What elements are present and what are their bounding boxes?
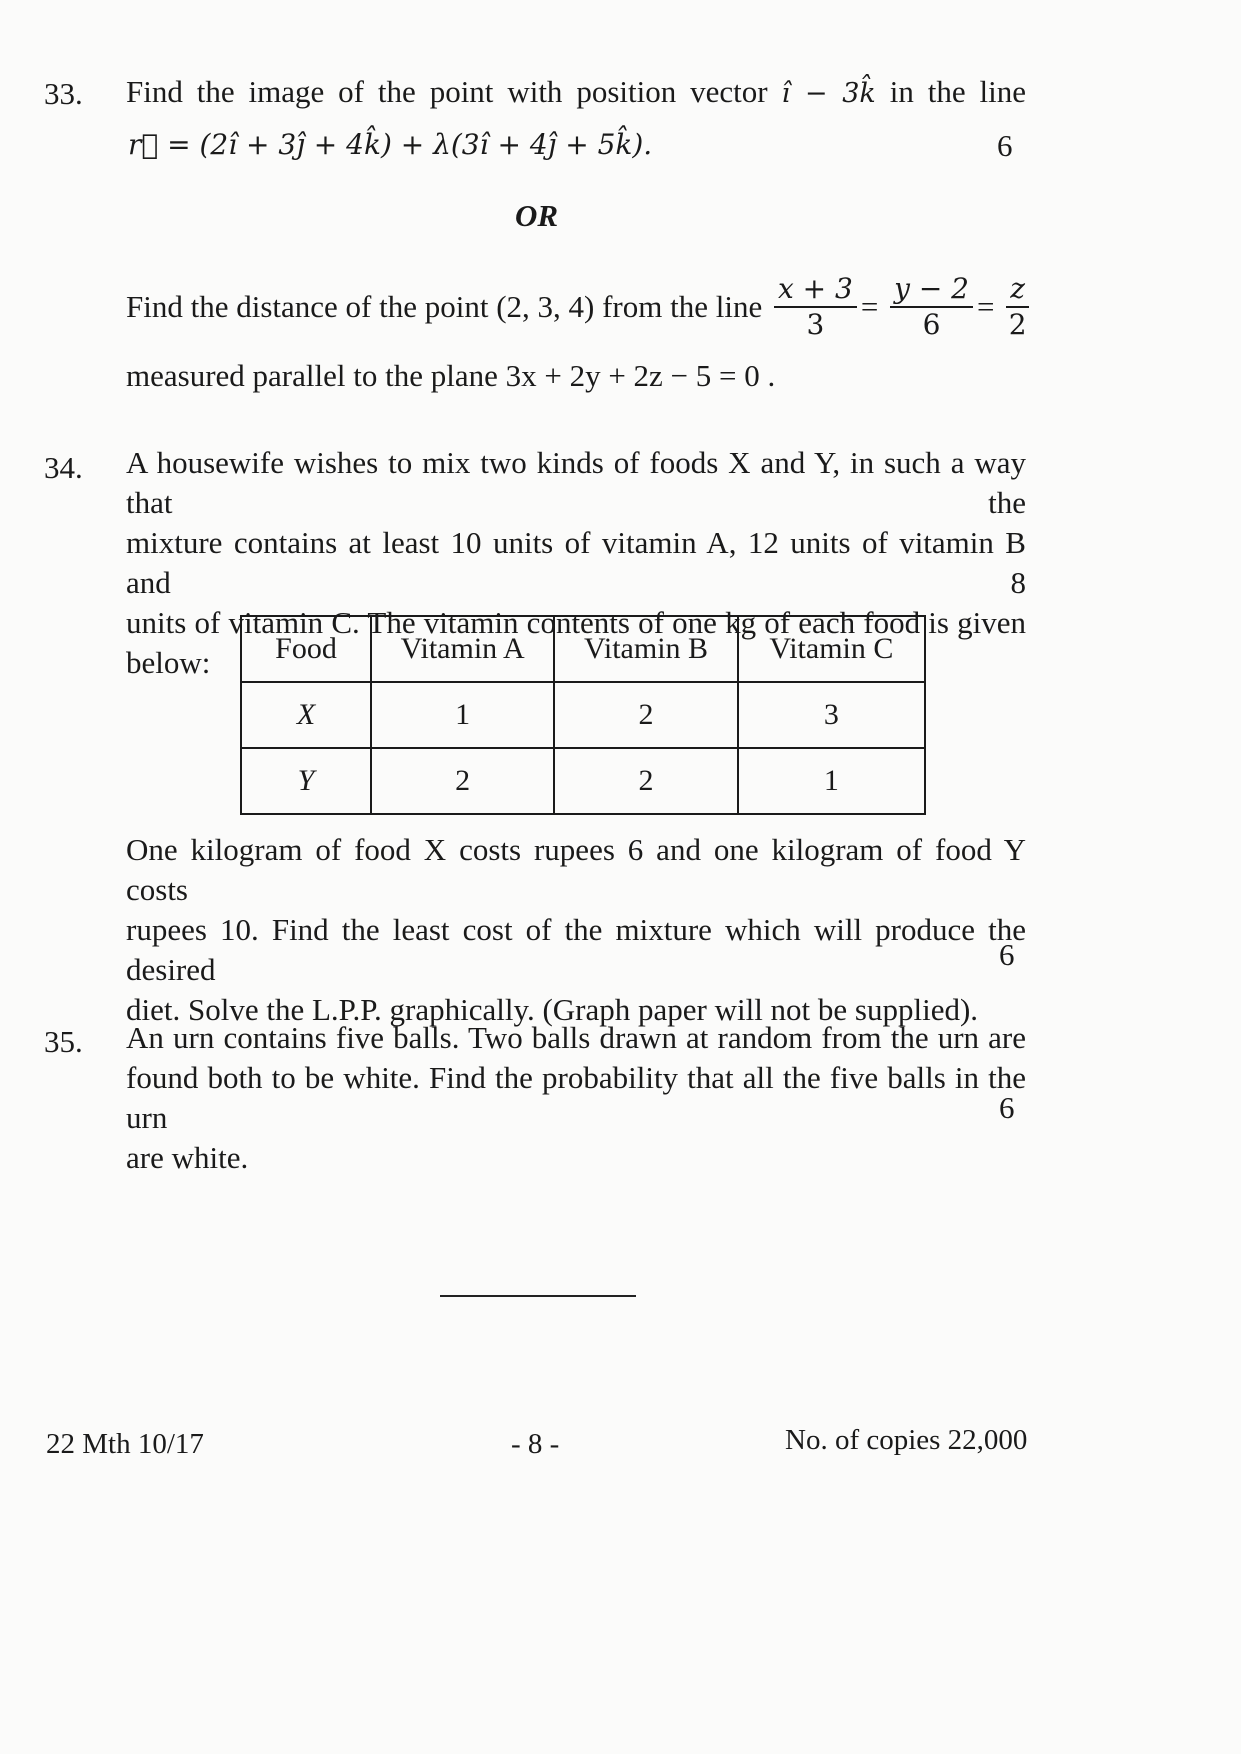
q34-intro-line: units of vitamin C. The vitamin contents of one kg of each food is given [126,605,1026,640]
q34-marks: 6 [999,937,1015,972]
table-header-cell: Food [241,616,371,682]
frac2-denominator: 6 [922,308,941,341]
q33-line1-text: Find the image of the point with position vector [126,74,768,109]
q34-outro-line: One kilogram of food X costs rupees 6 and one kilogram of food Y costs [126,832,1026,907]
frac3-denominator: 2 [1008,308,1027,341]
paper-code: 22 Mth 10/17 [46,1428,204,1460]
table-row [241,682,925,748]
q35-line: are white. [126,1140,249,1175]
question-number-33: 33. [44,76,83,111]
q33-line1 [126,72,1026,114]
q34-intro-line: below: [126,645,211,680]
q34-outro [126,830,1026,1030]
question-number-35: 35. [44,1024,83,1059]
q34-intro-line: A housewife wishes to mix two kinds of foods X and Y, in such a way that the [126,445,1026,520]
q33-marks: 6 [997,128,1013,163]
q34-outro-line: rupees 10. Find the least cost of the mixture which will produce the desired [126,912,1026,987]
q33-alt-line2: measured parallel to the plane 3x + 2y + 2z − 5 = 0 . [126,358,776,393]
q33-alt-text: Find the distance of the point (2, 3, 4) from the line [126,289,763,324]
table-cell: 2 [371,748,554,814]
q33-equation: r⃗ = (2î + 3ĵ + 4k̂) + λ(3î + 4ĵ + 5k̂). [128,128,653,161]
page-number: - 8 - [511,1428,560,1460]
fraction-x [774,272,857,342]
fraction-z [1006,272,1029,342]
q34-intro-line: mixture contains at least 10 units of vitamin A, 12 units of vitamin B and 8 [126,525,1026,600]
end-of-paper-rule [440,1295,636,1297]
frac1-numerator: x + 3 [774,272,857,308]
table-row [241,748,925,814]
table-cell: 2 [554,748,737,814]
copies-count: No. of copies 22,000 [785,1424,1028,1456]
table-header-row [241,616,925,682]
q34-outro-line: diet. Solve the L.P.P. graphically. (Graph paper will not be supplied). [126,992,979,1027]
frac2-numerator: y − 2 [890,272,973,308]
table-header-cell: Vitamin B [554,616,737,682]
q35-text [126,1018,1026,1178]
q33-alt-line1 [126,272,1031,342]
q35-line: An urn contains five balls. Two balls drawn at random from the urn are [126,1020,1026,1055]
fraction-y [890,272,973,342]
table-cell: 2 [554,682,737,748]
table-cell: 1 [371,682,554,748]
table-cell: 3 [738,682,925,748]
equals-sign-2: = [977,289,995,324]
table-cell: X [241,682,371,748]
table-header-cell: Vitamin C [738,616,925,682]
frac3-numerator: z [1006,272,1029,308]
q35-marks: 6 [999,1090,1015,1125]
or-label: OR [515,198,559,233]
q35-line: found both to be white. Find the probability that all the five balls in the urn [126,1060,1026,1135]
vitamin-table [240,615,926,815]
table-cell: Y [241,748,371,814]
frac1-denominator: 3 [806,308,825,341]
equals-sign-1: = [860,289,879,324]
table-cell: 1 [738,748,925,814]
q33-vector: î − 3k̂ [781,78,876,109]
table-header-cell: Vitamin A [371,616,554,682]
q33-line1-tail: in the line [889,74,1026,109]
question-number-34: 34. [44,450,83,485]
